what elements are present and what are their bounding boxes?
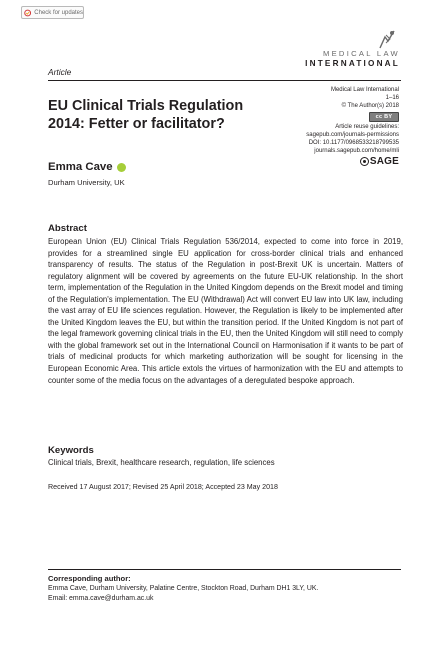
journal-logo — [305, 28, 400, 68]
journal-name: Medical Law International — [330, 87, 399, 93]
journal-logo-line1: MEDICAL LAW — [322, 49, 400, 58]
author-affiliation: Durham University, UK — [48, 178, 125, 187]
cc-license-badge[interactable] — [369, 112, 399, 122]
corresponding-author-email[interactable]: Email: emma.cave@durham.ac.uk — [48, 595, 154, 602]
submission-dates: Received 17 August 2017; Revised 25 April 2018; Accepted 23 May 2018 — [48, 483, 278, 491]
author-name-text: Emma Cave — [48, 161, 113, 173]
sage-publisher-logo — [360, 157, 399, 166]
author-name — [48, 161, 126, 173]
reuse-guidelines-label: Article reuse guidelines: — [335, 123, 399, 130]
abstract-body: European Union (EU) Clinical Trials Regulation 536/2014, expected to come into force in 2019, provides for a streamlined single EU application for cross-border clinical trials and enhanced transparency of results. The status of the Regulation in post-Brexit UK is uncertain. Matters of regulatory alignment will be covered by agreements on the future EU-UK relationship. In the short term, implementation of the Regulation in the United Kingdom depends on the Brexit model and timing of the Regulation's implementation. The EU (Withdrawal) Act will convert EU law into UK law, including the vast array of EU life sciences regulation. However, the Regulation is likely to be implemented after the United Kingdom leaves the EU, but within the transition period. If the United Kingdom is not part of the legal framework governing clinical trials in the EU, then the United Kingdom will still need to comply with the global framework set out in the International Council on Harmonisation if it wants to be part of trials of medicinal products for which marketing authorization will be sought for licensing in the European Economic Area. This article extols the virtues of harmonization with the EU and attempts to counter some of the media focus on the advantages of a deregulated bespoke approach. — [48, 237, 403, 385]
reuse-guidelines-link[interactable]: sagepub.com/journals-permissions — [306, 131, 399, 138]
header-divider — [48, 80, 401, 81]
footer-divider — [48, 569, 401, 570]
article-title: EU Clinical Trials Regulation 2014: Fetter or facilitator? — [48, 98, 244, 132]
doi-link[interactable]: DOI: 10.1177/0968533218799535 — [308, 140, 399, 147]
corresponding-author-address: Emma Cave, Durham University, Palatine Centre, Stockton Road, Durham DH1 3LY, UK. — [48, 585, 319, 592]
journal-url-link[interactable]: journals.sagepub.com/home/mli — [314, 148, 399, 155]
check-for-updates-label: Check for updates — [34, 9, 83, 16]
page-range: 1–16 — [385, 95, 399, 102]
orcid-icon[interactable] — [117, 163, 126, 172]
caduceus-figure-icon — [376, 28, 398, 50]
cc-license-label: cc BY — [375, 113, 393, 120]
journal-logo-line2: INTERNATIONAL — [305, 59, 400, 68]
keywords-list: Clinical trials, Brexit, healthcare research, regulation, life sciences — [48, 458, 275, 467]
abstract-heading: Abstract — [48, 223, 87, 234]
check-for-updates-button[interactable] — [21, 6, 84, 19]
article-type-label: Article — [48, 67, 72, 77]
copyright-notice: © The Author(s) 2018 — [341, 103, 399, 110]
refresh-check-icon — [24, 9, 31, 17]
publisher-name: SAGE — [369, 155, 399, 167]
sage-circle-icon — [360, 157, 369, 166]
keywords-heading: Keywords — [48, 445, 94, 456]
article-metadata — [306, 86, 399, 170]
corresponding-author-heading: Corresponding author: — [48, 574, 131, 583]
